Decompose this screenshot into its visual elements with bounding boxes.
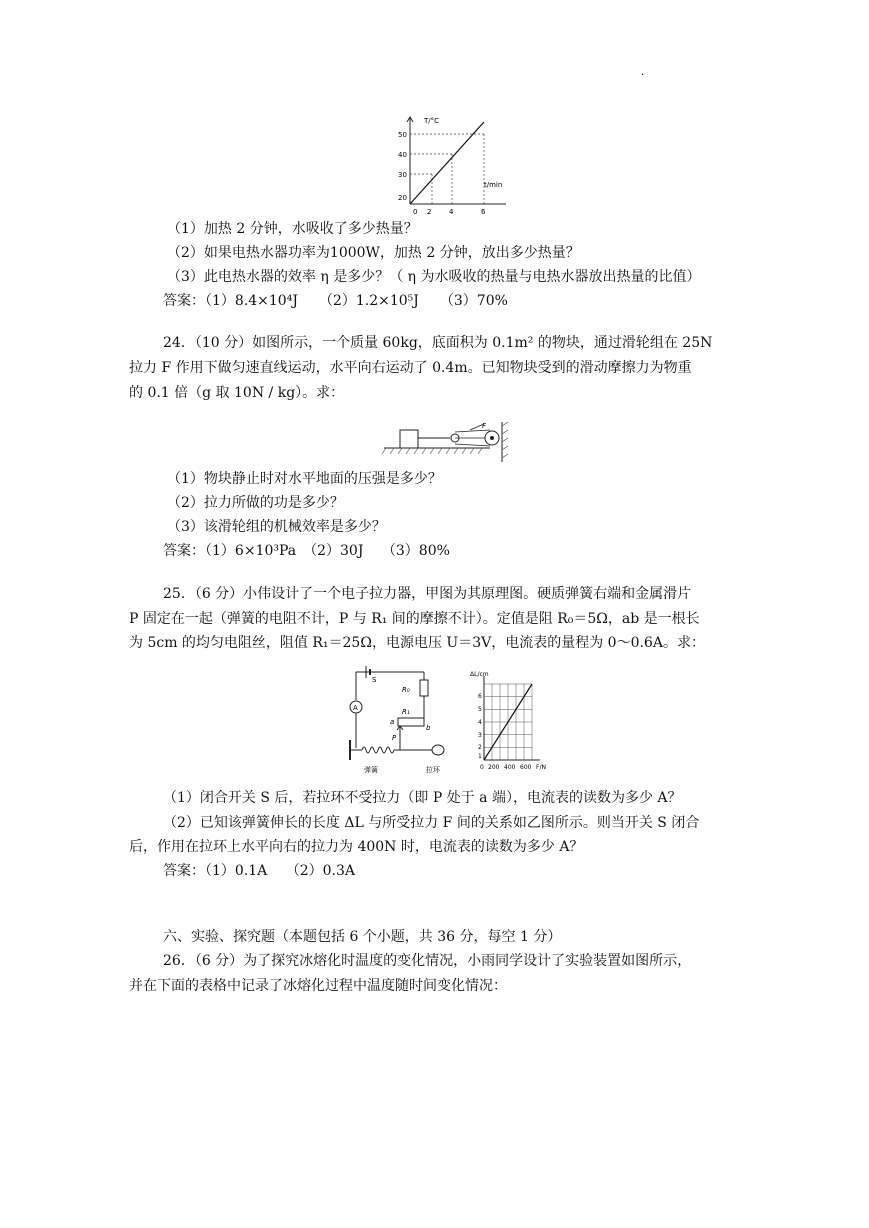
q25-line2: P 固定在一起（弹簧的电阻不计，P 与 R₁ 间的摩擦不计）。定值是阻 R₀＝5Ω，ab 是一根长 bbox=[129, 611, 700, 627]
q24-sub2: （2）拉力所做的功是多少？ bbox=[167, 495, 344, 511]
b-label: b bbox=[426, 724, 431, 732]
y-axis-label: ΔL/cm bbox=[470, 671, 489, 678]
p-label: P bbox=[392, 734, 397, 742]
q24-line1: 24．（10 分）如图所示，一个质量 60kg，底面积为 0.1m² 的物块，通过滑轮组在 25N bbox=[163, 335, 713, 351]
x-tick: 6 bbox=[481, 208, 486, 216]
q24-sub1: （1）物块静止时对水平地面的压强是多少？ bbox=[167, 471, 442, 487]
y-tick: 6 bbox=[478, 693, 482, 700]
q24-line2: 拉力 F 作用下做匀速直线运动，水平向右运动了 0.4m。已知物块受到的滑动摩擦力为物重 bbox=[129, 360, 692, 376]
y-tick: 4 bbox=[478, 719, 482, 726]
q23-sub1: （1）加热 2 分钟，水吸收了多少热量？ bbox=[167, 221, 418, 237]
x-tick: 200 bbox=[488, 764, 500, 771]
q25-sub2a: （2）已知该弹簧伸长的长度 ΔL 与所受拉力 F 间的关系如乙图所示。则当开关 S 闭合 bbox=[163, 815, 700, 831]
q23-sub2: （2）如果电热水器功率为1000W，加热 2 分钟，放出多少热量？ bbox=[167, 245, 580, 261]
x-tick: 4 bbox=[449, 208, 454, 216]
q25-line1: 25．（6 分）小伟设计了一个电子拉力器，甲图为其原理图。硬质弹簧右端和金属滑片 bbox=[163, 586, 692, 602]
spring bbox=[362, 747, 394, 753]
r1-label: R₁ bbox=[402, 708, 410, 716]
spring-label: 弹簧 bbox=[364, 766, 378, 774]
q25-sub1: （1）闭合开关 S 后，若拉环不受拉力（即 P 处于 a 端），电流表的读数为多少 A？ bbox=[163, 790, 682, 806]
y-tick: 50 bbox=[398, 131, 407, 139]
ring-label: 拉环 bbox=[426, 766, 440, 774]
y-axis-label: T/°C bbox=[424, 117, 440, 125]
y-tick: 20 bbox=[398, 194, 407, 202]
q26-line1: 26．（6 分）为了探究冰熔化时温度的变化情况，小雨同学设计了实验装置如图所示， bbox=[163, 953, 692, 969]
temperature-time-graph bbox=[380, 112, 520, 218]
switch-label: S bbox=[372, 676, 377, 684]
q23-sub3: （3）此电热水器的效率 η 是多少？（ η 为水吸收的热量与电热水器放出热量的比值） bbox=[167, 269, 701, 285]
x-tick: 2 bbox=[427, 208, 432, 216]
q25-sub2b: 后，作用在拉环上水平向右的拉力为 400N 时，电流表的读数为多少 A？ bbox=[129, 839, 584, 855]
circuit-diagram bbox=[336, 660, 452, 780]
q24-answer: 答案：（1）6×10³Pa （2）30J （3）80% bbox=[163, 543, 450, 559]
x-tick: 400 bbox=[504, 764, 516, 771]
x-tick: 0 bbox=[413, 208, 418, 216]
force-label: F bbox=[482, 422, 487, 430]
page-mark: · bbox=[641, 70, 645, 81]
resistor-r0 bbox=[420, 680, 428, 696]
r0-label: R₀ bbox=[402, 686, 410, 694]
section6-heading: 六、实验、探究题（本题包括 6 个小题，共 36 分，每空 1 分） bbox=[163, 929, 562, 945]
y-tick: 2 bbox=[478, 744, 482, 751]
x-tick: 0 bbox=[480, 764, 484, 771]
y-tick: 3 bbox=[478, 732, 482, 739]
q25-answer: 答案：（1）0.1A （2）0.3A bbox=[163, 863, 356, 879]
x-axis-label: F/N bbox=[536, 764, 546, 771]
x-tick: 600 bbox=[520, 764, 532, 771]
pull-ring bbox=[432, 745, 444, 755]
y-tick: 40 bbox=[398, 151, 407, 159]
q23-answer: 答案：（1）8.4×10⁴J （2）1.2×10⁵J （3）70% bbox=[163, 293, 508, 309]
y-tick: 5 bbox=[478, 706, 482, 713]
q24-line3: 的 0.1 倍（g 取 10N / kg）。求： bbox=[129, 385, 345, 401]
q26-line2: 并在下面的表格中记录了冰熔化过程中温度随时间变化情况： bbox=[129, 978, 507, 994]
extension-force-graph bbox=[470, 668, 550, 776]
pulley-block-figure bbox=[380, 418, 520, 464]
y-tick: 30 bbox=[398, 171, 407, 179]
x-axis-label: t/min bbox=[484, 181, 503, 189]
y-tick: 1 bbox=[478, 753, 482, 760]
q25-line3: 为 5cm 的均匀电阻丝，阻值 R₁＝25Ω，电源电压 U＝3V，电流表的量程为 0～0.6A。求： bbox=[129, 635, 705, 651]
block bbox=[400, 430, 418, 448]
ammeter-label: A bbox=[353, 704, 358, 712]
a-label: a bbox=[390, 718, 395, 726]
q24-sub3: （3）该滑轮组的机械效率是多少？ bbox=[167, 519, 386, 535]
resistor-wire-ab bbox=[398, 718, 424, 726]
